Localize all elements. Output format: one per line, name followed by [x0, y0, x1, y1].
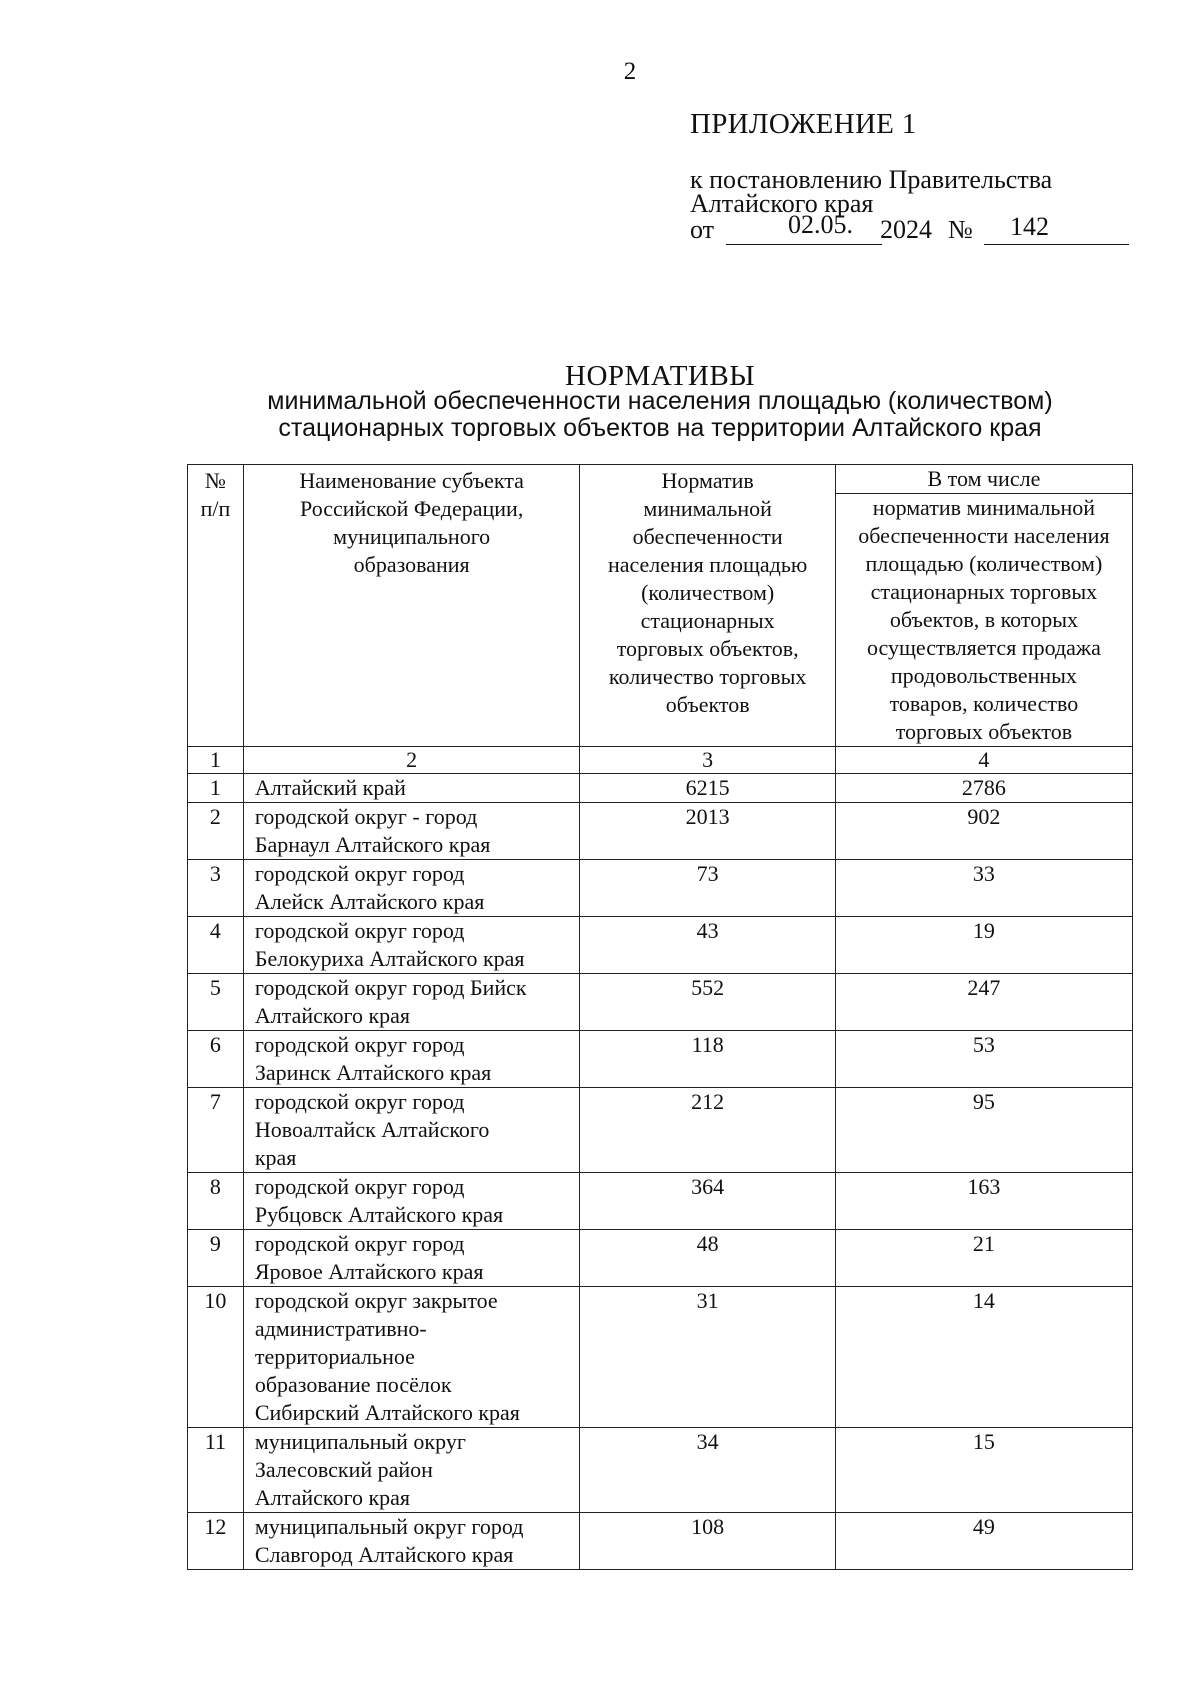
appendix-title: ПРИЛОЖЕНИЕ 1: [690, 108, 917, 140]
table-row: [188, 1428, 1133, 1513]
header-line: количество торговых: [608, 664, 807, 689]
row-name: [243, 1088, 580, 1173]
row-name: [243, 803, 580, 860]
subtitle-line-1: минимальной обеспеченности населения площадью (количеством): [267, 387, 1053, 415]
header-line: муниципального: [333, 524, 491, 549]
row-food-norm: 902: [835, 803, 1132, 860]
decree-number-label: №: [948, 215, 973, 244]
header-line: минимальной: [643, 496, 772, 521]
row-number: 5: [188, 974, 244, 1031]
column-number: 4: [835, 747, 1132, 774]
decree-date: 02.05.: [788, 210, 853, 239]
table-row: [188, 1173, 1133, 1230]
row-number: 10: [188, 1287, 244, 1428]
row-name-line: территориальное: [254, 1344, 415, 1369]
row-name: [243, 1428, 580, 1513]
row-name-line: городской округ город: [254, 1231, 465, 1256]
norms-table: [187, 464, 1133, 1570]
table-row: [188, 1287, 1133, 1428]
row-number: 1: [188, 774, 244, 803]
header-line: товаров, количество: [889, 691, 1079, 716]
row-number: 6: [188, 1031, 244, 1088]
row-name: [243, 1230, 580, 1287]
table-row: [188, 917, 1133, 974]
row-total-norm: 212: [580, 1088, 835, 1173]
row-name-line: Заринск Алтайского края: [254, 1060, 492, 1085]
row-name: [243, 1173, 580, 1230]
decree-date-number: [690, 210, 1052, 246]
row-name-line: Сибирский Алтайского края: [254, 1400, 520, 1425]
row-number: 12: [188, 1513, 244, 1570]
row-name-line: Новоалтайск Алтайского: [254, 1117, 490, 1142]
number-underline: [984, 244, 1129, 245]
row-total-norm: 31: [580, 1287, 835, 1428]
header-line: стационарных: [640, 608, 775, 633]
row-name-line: городской округ город: [254, 1032, 465, 1057]
row-number: 2: [188, 803, 244, 860]
header-line: обеспеченности: [632, 524, 783, 549]
row-name-line: Яровое Алтайского края: [254, 1259, 484, 1284]
row-total-norm: 73: [580, 860, 835, 917]
row-food-norm: 2786: [835, 774, 1132, 803]
decree-from-label: от: [690, 215, 715, 244]
header-line: (количеством): [641, 580, 775, 605]
row-name-line: Алейск Алтайского края: [254, 889, 485, 914]
row-food-norm: 163: [835, 1173, 1132, 1230]
header-line: №: [204, 468, 226, 493]
row-name-line: Алтайского края: [254, 1485, 411, 1510]
subtitle-line-2: стационарных торговых объектов на территории Алтайского края: [278, 414, 1042, 442]
document-subtitle: [0, 388, 1200, 442]
header-line: п/п: [200, 496, 231, 521]
row-total-norm: 2013: [580, 803, 835, 860]
table-row: [188, 860, 1133, 917]
page-number: 2: [623, 58, 637, 85]
row-name-line: муниципальный округ: [254, 1429, 466, 1454]
row-food-norm: 21: [835, 1230, 1132, 1287]
row-number: 9: [188, 1230, 244, 1287]
row-food-norm: 19: [835, 917, 1132, 974]
row-name: [243, 917, 580, 974]
row-name-line: городской округ - город: [254, 804, 478, 829]
header-including: В том числе: [835, 465, 1132, 494]
header-line: объектов, в которых: [889, 607, 1078, 632]
row-name-line: городской округ город: [254, 861, 465, 886]
table-body: [188, 747, 1133, 1570]
header-number: [188, 465, 244, 747]
header-name: [243, 465, 580, 747]
row-total-norm: 43: [580, 917, 835, 974]
row-name: [243, 774, 580, 803]
row-food-norm: 14: [835, 1287, 1132, 1428]
header-norm: [580, 465, 835, 747]
row-number: 8: [188, 1173, 244, 1230]
header-line: Российской Федерации,: [300, 496, 524, 521]
row-total-norm: 118: [580, 1031, 835, 1088]
row-number: 3: [188, 860, 244, 917]
row-name-line: городской округ город: [254, 918, 465, 943]
table-row: [188, 803, 1133, 860]
row-name: [243, 1287, 580, 1428]
row-number: 4: [188, 917, 244, 974]
row-food-norm: 49: [835, 1513, 1132, 1570]
column-number: 2: [243, 747, 580, 774]
row-name-line: городской округ город Бийск: [254, 975, 527, 1000]
decree-line-1: к постановлению Правительства: [690, 165, 1053, 194]
decree-reference: [690, 165, 1053, 246]
header-line: образования: [353, 552, 470, 577]
row-name-line: Залесовский район: [254, 1457, 433, 1482]
document-title: НОРМАТИВЫ: [565, 360, 755, 392]
row-name-line: городской округ закрытое: [254, 1288, 498, 1313]
row-food-norm: 33: [835, 860, 1132, 917]
row-name-line: Алтайского края: [254, 1003, 411, 1028]
table-row: [188, 1230, 1133, 1287]
header-line: осуществляется продажа: [866, 635, 1101, 660]
header-line: площадью (количеством): [865, 551, 1103, 576]
row-number: 11: [188, 1428, 244, 1513]
row-number: 7: [188, 1088, 244, 1173]
row-name: [243, 860, 580, 917]
row-name-line: Рубцовск Алтайского края: [254, 1202, 504, 1227]
table-row: [188, 774, 1133, 803]
table-row: [188, 974, 1133, 1031]
column-number: 1: [188, 747, 244, 774]
decree-year: 2024: [880, 215, 932, 244]
table-header: [188, 465, 1133, 747]
row-name: [243, 1513, 580, 1570]
row-name-line: Алтайский край: [254, 775, 406, 800]
header-line: населения площадью: [607, 552, 808, 577]
row-name-line: городской округ город: [254, 1089, 465, 1114]
row-name-line: Барнаул Алтайского края: [254, 832, 491, 857]
row-name-line: Славгород Алтайского края: [254, 1542, 514, 1567]
decree-number: 142: [1010, 212, 1049, 241]
header-line: торговых объектов: [895, 719, 1073, 744]
header-line: торговых объектов,: [616, 636, 799, 661]
row-total-norm: 552: [580, 974, 835, 1031]
date-underline: [726, 244, 882, 245]
row-name-line: городской округ город: [254, 1174, 465, 1199]
header-line: обеспеченности населения: [858, 523, 1110, 548]
header-line: продовольственных: [890, 663, 1077, 688]
row-name-line: Белокуриха Алтайского края: [254, 946, 525, 971]
header-line: норматив минимальной: [872, 495, 1096, 520]
row-food-norm: 53: [835, 1031, 1132, 1088]
row-name: [243, 974, 580, 1031]
table-row: [188, 1031, 1133, 1088]
decree-line-2: Алтайского края: [690, 189, 874, 218]
row-name-line: образование посёлок: [254, 1372, 452, 1397]
row-name-line: края: [254, 1145, 297, 1170]
row-name-line: административно-: [254, 1316, 427, 1341]
header-line: стационарных торговых: [870, 579, 1098, 604]
row-food-norm: 247: [835, 974, 1132, 1031]
row-total-norm: 108: [580, 1513, 835, 1570]
row-food-norm: 95: [835, 1088, 1132, 1173]
row-name-line: муниципальный округ город: [254, 1514, 524, 1539]
row-total-norm: 6215: [580, 774, 835, 803]
header-food-norm: [835, 494, 1132, 747]
table-row: [188, 1513, 1133, 1570]
header-line: Норматив: [661, 468, 754, 493]
row-total-norm: 48: [580, 1230, 835, 1287]
header-line: объектов: [665, 692, 750, 717]
row-total-norm: 364: [580, 1173, 835, 1230]
row-total-norm: 34: [580, 1428, 835, 1513]
table-row: [188, 1088, 1133, 1173]
header-line: Наименование субъекта: [299, 468, 524, 493]
column-number-row: [188, 747, 1133, 774]
row-name: [243, 1031, 580, 1088]
row-food-norm: 15: [835, 1428, 1132, 1513]
column-number: 3: [580, 747, 835, 774]
